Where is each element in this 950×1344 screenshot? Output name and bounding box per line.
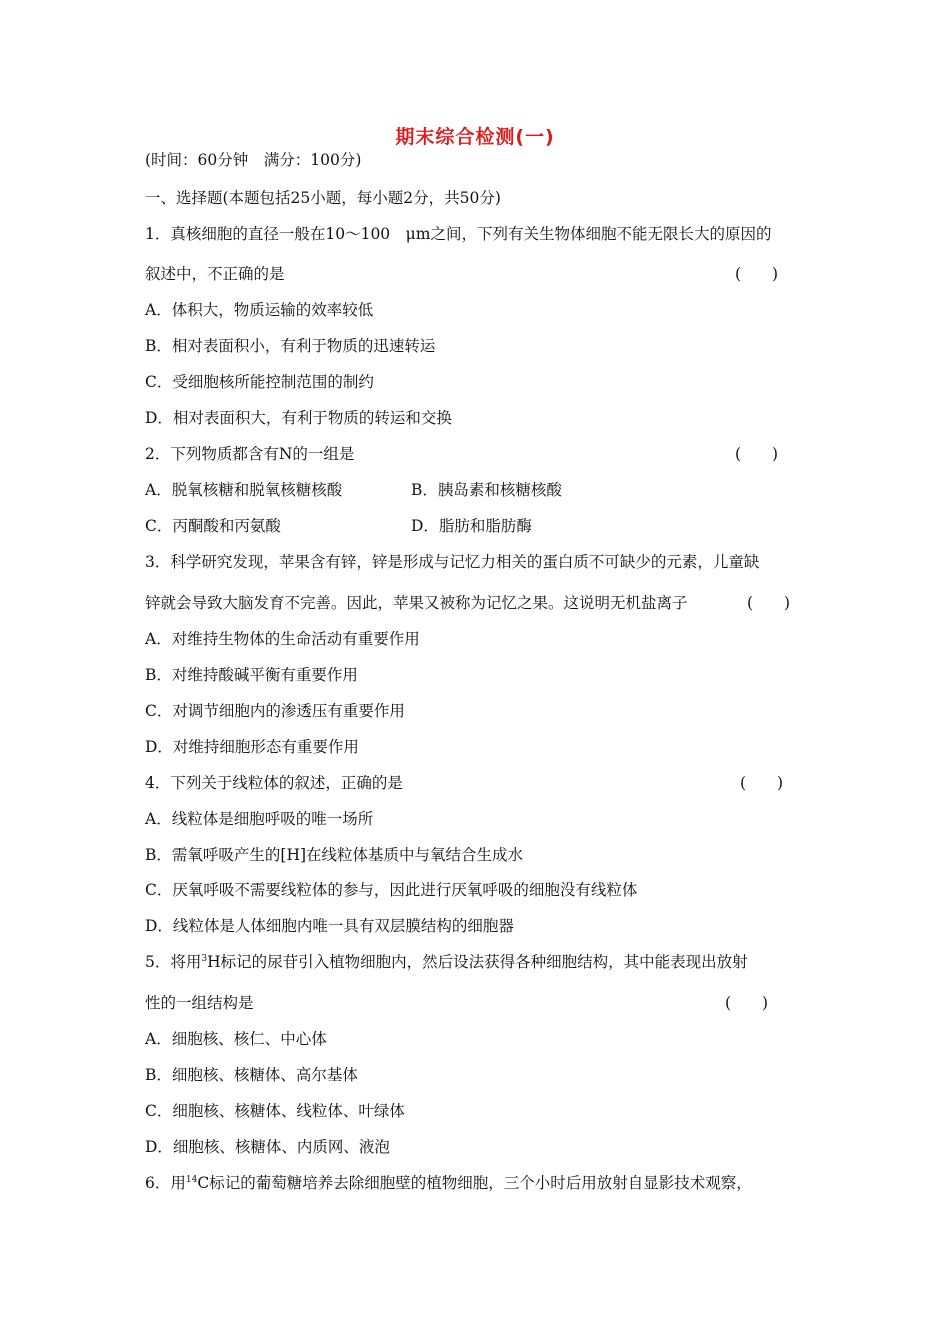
q5-option-d: D．细胞核、核糖体、内质网、液泡 bbox=[145, 1138, 390, 1156]
q5-option-a: A．细胞核、核仁、中心体 bbox=[145, 1030, 327, 1048]
q1-stem-line2: 叙述中，不正确的是 bbox=[145, 265, 285, 283]
q4-stem: 4．下列关于线粒体的叙述，正确的是 bbox=[145, 774, 403, 792]
q5-answer-paren: ( ) bbox=[725, 994, 769, 1012]
q4-option-c: C．厌氧呼吸不需要线粒体的参与，因此进行厌氧呼吸的细胞没有线粒体 bbox=[145, 881, 638, 899]
q2-option-b: B．胰岛素和核糖核酸 bbox=[411, 481, 562, 499]
q3-option-c: C．对调节细胞内的渗透压有重要作用 bbox=[145, 702, 405, 720]
q3-option-d: D．对维持细胞形态有重要作用 bbox=[145, 738, 359, 756]
q4-option-a: A．线粒体是细胞呼吸的唯一场所 bbox=[145, 810, 374, 828]
q4-answer-paren: ( ) bbox=[740, 774, 784, 792]
q4-option-b: B．需氧呼吸产生的[H]在线粒体基质中与氧结合生成水 bbox=[145, 846, 524, 864]
page-title: 期末综合检测(一) bbox=[395, 126, 555, 148]
q1-option-a: A．体积大，物质运输的效率较低 bbox=[145, 301, 374, 319]
q3-option-a: A．对维持生物体的生命活动有重要作用 bbox=[145, 630, 420, 648]
q2-option-d: D．脂肪和脂肪酶 bbox=[411, 517, 532, 535]
q1-answer-paren: ( ) bbox=[735, 265, 779, 283]
q3-stem-line2: 锌就会导致大脑发育不完善。因此，苹果又被称为记忆之果。这说明无机盐离子 bbox=[145, 594, 688, 612]
q2-option-c: C．丙酮酸和丙氨酸 bbox=[145, 517, 281, 535]
q5-option-b: B．细胞核、核糖体、高尔基体 bbox=[145, 1066, 358, 1084]
q5-stem-line2: 性的一组结构是 bbox=[145, 994, 254, 1012]
q1-option-d: D．相对表面积大，有利于物质的转运和交换 bbox=[145, 409, 452, 427]
section-heading: 一、选择题(本题包括25小题，每小题2分，共50分) bbox=[145, 189, 501, 207]
q2-option-a: A．脱氧核糖和脱氧核糖核酸 bbox=[145, 481, 343, 499]
q6-stem-line1: 6．用$^{14}$C标记的葡萄糖培养去除细胞壁的植物细胞，三个小时后用放射自显影技术观察， bbox=[145, 1174, 752, 1192]
q2-answer-paren: ( ) bbox=[735, 445, 779, 463]
q4-option-d: D．线粒体是人体细胞内唯一具有双层膜结构的细胞器 bbox=[145, 917, 514, 935]
q3-option-b: B．对维持酸碱平衡有重要作用 bbox=[145, 666, 358, 684]
q1-option-c: C．受细胞核所能控制范围的制约 bbox=[145, 373, 374, 391]
q1-stem-line1: 1．真核细胞的直径一般在10～100 μm之间，下列有关生物体细胞不能无限长大的原因的 bbox=[145, 225, 772, 243]
q1-option-b: B．相对表面积小，有利于物质的迅速转运 bbox=[145, 337, 436, 355]
q5-stem-line1: 5．将用$^3$H标记的尿苷引入植物细胞内，然后设法获得各种细胞结构，其中能表现出放射 bbox=[145, 953, 748, 971]
q3-stem-line1: 3．科学研究发现，苹果含有锌，锌是形成与记忆力相关的蛋白质不可缺少的元素，儿童缺 bbox=[145, 553, 760, 571]
q2-stem: 2．下列物质都含有N的一组是 bbox=[145, 445, 355, 463]
q5-option-c: C．细胞核、核糖体、线粒体、叶绿体 bbox=[145, 1102, 405, 1120]
q3-answer-paren: ( ) bbox=[747, 594, 791, 612]
exam-meta: (时间：60分钟 满分：100分) bbox=[145, 151, 362, 169]
